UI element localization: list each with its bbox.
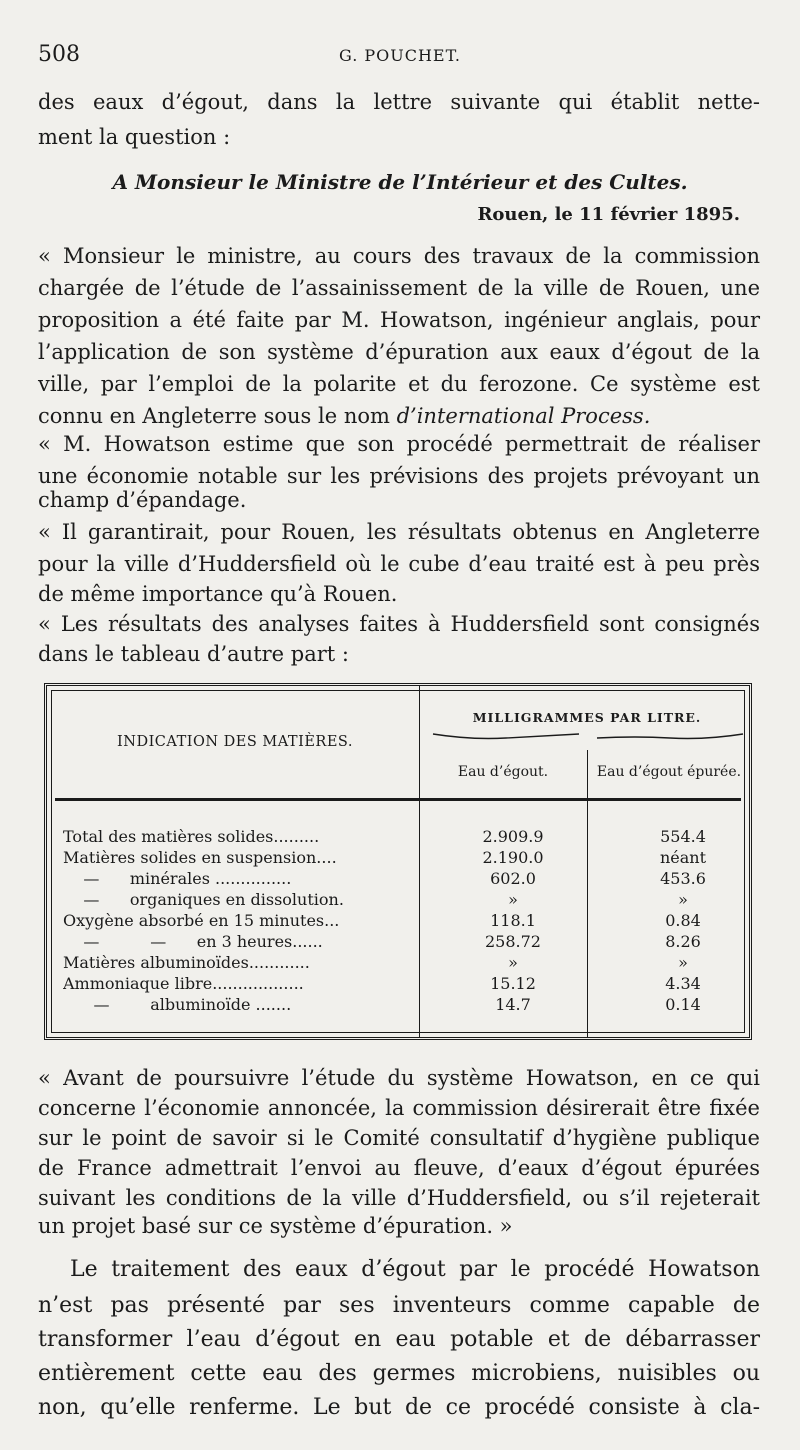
running-head: G. POUCHET. (338, 46, 462, 65)
body-line: « M. Howatson estime que son procédé permettrait de réaliser (38, 432, 760, 456)
row-value-egout: » (508, 953, 518, 972)
column-divider (419, 686, 420, 1037)
row-value-egout: 2.190.0 (482, 848, 544, 867)
row-value-egout: 2.909.9 (482, 827, 544, 846)
body-line: chargée de l’étude de l’assainissement de la ville de Rouen, une (38, 276, 760, 300)
after-line: « Avant de poursuivre l’étude du système Howatson, en ce qui (38, 1066, 760, 1090)
page-number: 508 (38, 42, 80, 67)
body-line: « Monsieur le ministre, au cours des travaux de la commission (38, 244, 760, 268)
row-label: Oxygène absorbé en 15 minutes... (63, 911, 340, 930)
row-value-epuree: 4.34 (665, 974, 701, 993)
body-line: « Il garantirait, pour Rouen, les résultats obtenus en Angleterre (38, 520, 760, 544)
final-line: n’est pas présenté par ses inventeurs comme capable de (38, 1293, 760, 1318)
row-label: — albuminoïde ....... (63, 995, 292, 1014)
emphasis-text: d’international Process. (396, 404, 651, 428)
row-value-epuree: 554.4 (660, 827, 706, 846)
body-line: ville, par l’emploi de la polarite et du ferozone. Ce système est (38, 372, 760, 396)
body-line: une économie notable sur les prévisions des projets prévoyant un (38, 464, 760, 488)
body-text: connu en Angleterre sous le nom (38, 404, 390, 428)
row-value-epuree: 8.26 (665, 932, 701, 951)
body-line: dans le tableau d’autre part : (38, 642, 349, 666)
page-header (38, 42, 762, 72)
column-divider (587, 750, 588, 1037)
row-value-epuree: 0.84 (665, 911, 701, 930)
body-line: « Les résultats des analyses faites à Huddersfield sont consignés (38, 612, 760, 636)
final-line: entièrement cette eau des germes microbiens, nuisibles ou (38, 1361, 760, 1386)
row-value-epuree: 0.14 (665, 995, 701, 1014)
body-line: pour la ville d’Huddersfield où le cube d’eau traité est à peu près (38, 552, 760, 576)
letter-dateline: Rouen, le 11 février 1895. (477, 204, 740, 225)
row-value-epuree: néant (659, 848, 707, 867)
after-line: un projet basé sur ce système d’épuration. » (38, 1214, 513, 1238)
row-label: Matières albuminoïdes............ (63, 953, 310, 972)
row-value-epuree: 453.6 (660, 869, 706, 888)
body-line: de même importance qu’à Rouen. (38, 582, 398, 606)
header-rule (55, 798, 741, 801)
row-value-egout: 258.72 (485, 932, 541, 951)
table-header-eau-egout: Eau d’égout. (457, 764, 549, 780)
intro-line: des eaux d’égout, dans la lettre suivante qui établit nette- (38, 90, 760, 114)
after-line: concerne l’économie annoncée, la commission désirerait être fixée (38, 1096, 760, 1120)
after-line: de France admettrait l’envoi au fleuve, d’eaux d’égout épurées (38, 1156, 760, 1180)
final-line: non, qu’elle renferme. Le but de ce procédé consiste à cla- (38, 1395, 760, 1420)
intro-line: ment la question : (38, 125, 231, 149)
body-line: l’application de son système d’épuration aux eaux d’égout de la (38, 340, 760, 364)
row-label: Matières solides en suspension.... (63, 848, 337, 867)
row-label: Ammoniaque libre.................. (63, 974, 304, 993)
brace-left (431, 732, 581, 742)
after-line: suivant les conditions de la ville d’Huddersfield, ou s’il rejeterait (38, 1186, 760, 1210)
table-header-group: MILLIGRAMMES PAR LITRE. (472, 710, 702, 725)
brace-right (595, 732, 745, 742)
row-value-egout: 14.7 (495, 995, 531, 1014)
final-line: Le traitement des eaux d’égout par le procédé Howatson (70, 1257, 760, 1282)
row-label: — organiques en dissolution. (63, 890, 344, 909)
row-value-egout: 602.0 (490, 869, 536, 888)
letter-title: A Monsieur le Ministre de l’Intérieur et des Cultes. (112, 170, 688, 194)
body-line: proposition a été faite par M. Howatson, ingénieur anglais, pour (38, 308, 760, 332)
final-line: transformer l’eau d’égout en eau potable et de débarrasser (38, 1327, 760, 1352)
row-label: Total des matières solides......... (63, 827, 320, 846)
table-header-matieres: INDICATION DES MATIÈRES. (117, 734, 353, 750)
row-label: — — en 3 heures...... (63, 932, 323, 951)
row-value-egout: 15.12 (490, 974, 536, 993)
table-header-eau-epuree: Eau d’égout épurée. (596, 764, 742, 780)
row-value-egout: 118.1 (490, 911, 536, 930)
row-label: — minérales ............... (63, 869, 292, 888)
data-table (44, 683, 752, 1040)
body-line: champ d’épandage. (38, 488, 247, 512)
after-line: sur le point de savoir si le Comité consultatif d’hygiène publique (38, 1126, 760, 1150)
row-value-epuree: » (678, 953, 688, 972)
row-value-egout: » (508, 890, 518, 909)
row-value-epuree: » (678, 890, 688, 909)
